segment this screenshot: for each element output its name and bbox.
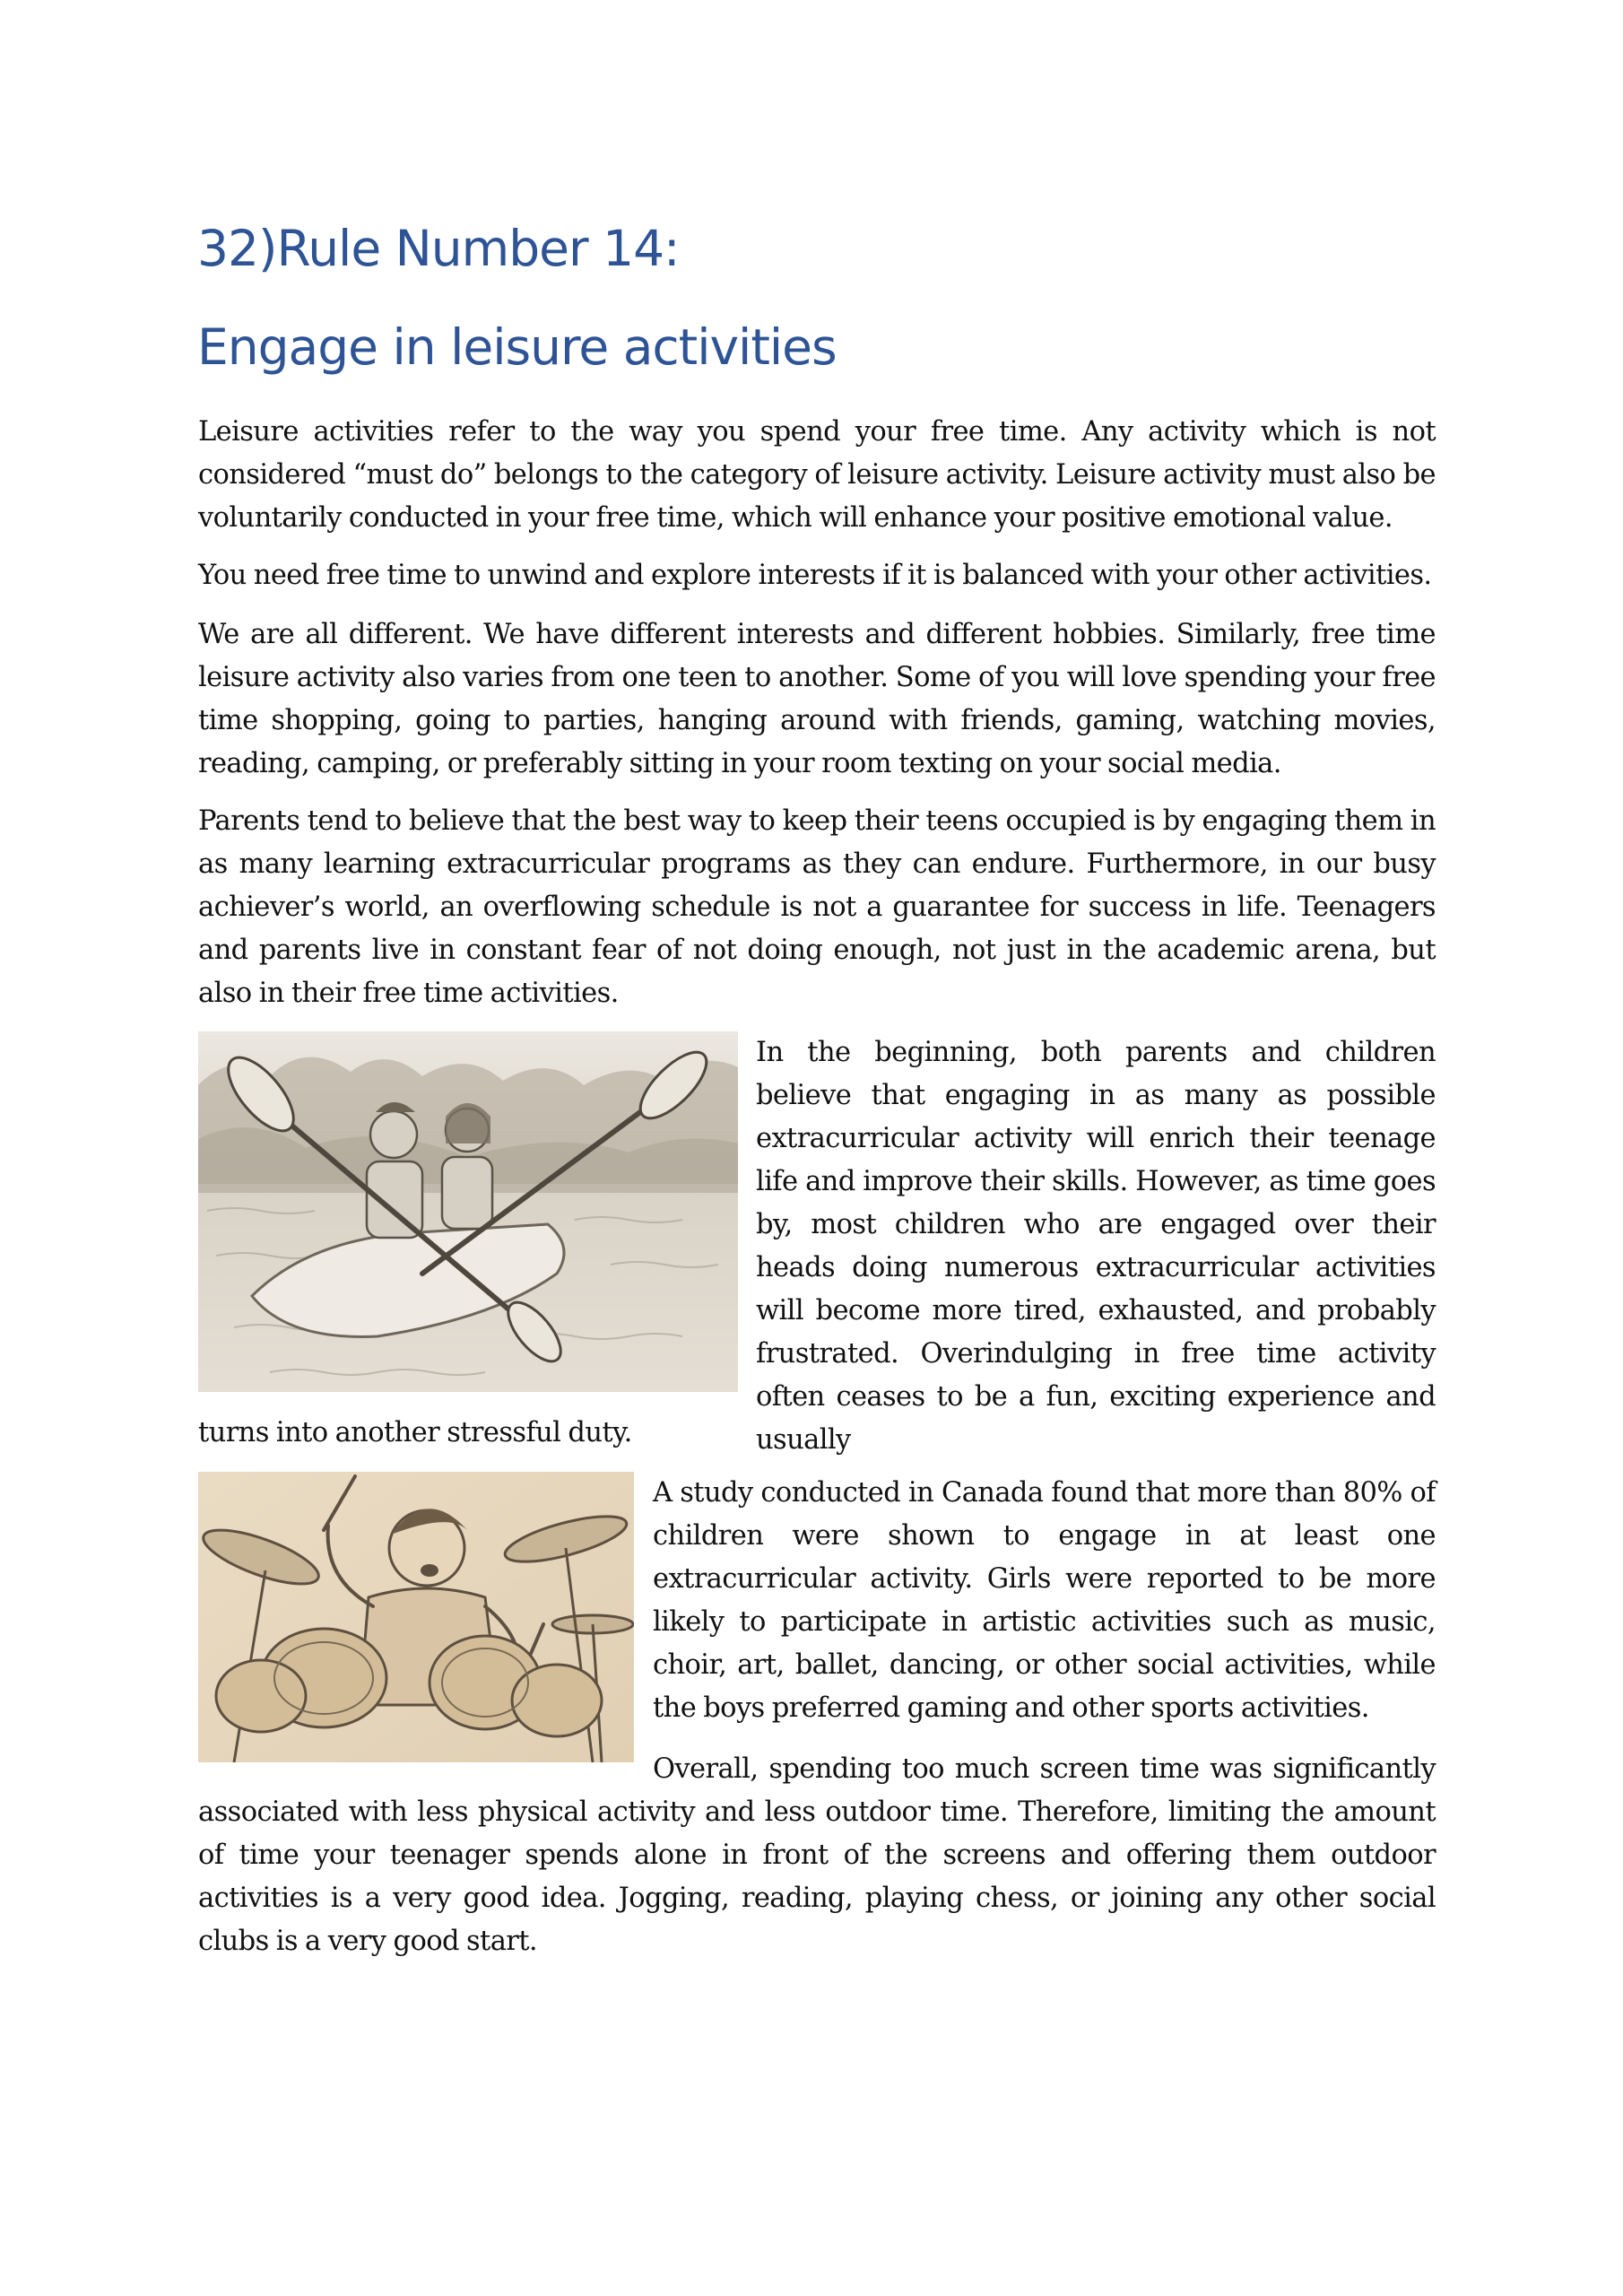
paragraph-text: turns into another stressful duty. — [198, 1417, 632, 1448]
paragraph-free-time — [198, 554, 1436, 597]
paragraph-text: Leisure activities refer to the way you spend your free time. Any activity which is not considered “must do” belongs to the category of leisure activity. Leisure activity must also be voluntarily conducted in your free time, which will enhance your positive emotional value. — [198, 416, 1436, 534]
paragraph-text: Overall, spending too much screen time was significantly associated with less physical activity and less outdoor time. Therefore, limiting the amount of time your teenager spends alone in front of the screens and offering them outdoor activities is a very good idea. Jogging, reading, playing chess, or joining any other social clubs is a very good start. — [198, 1753, 1436, 1957]
paragraph-definition — [198, 411, 1436, 540]
paragraph-beginning — [756, 1031, 1436, 1462]
paragraph-text: In the beginning, both parents and children believe that engaging in as many as possible extracurricular activity will enrich their teenage life and improve their skills. However, as time goes by, most children who are engaged over their heads doing numerous extracurricular activities will become more tired, exhausted, and probably frustrated. Overindulging in free time activity often ceases to be a fun, exciting experience and usually — [756, 1037, 1436, 1456]
title-line-1: 32)Rule Number 14: — [197, 220, 680, 277]
paragraph-text: We are all different. We have different interests and different hobbies. Similarly, free time leisure activity also varies from one teen to another. Some of you will love spending your free time shopping, going to parties, hanging around with friends, gaming, watching movies, reading, camping, or preferably sitting in your room texting on your social media. — [198, 619, 1436, 779]
title-line-2: Engage in leisure activities — [197, 318, 837, 376]
paragraph-text: A study conducted in Canada found that more than 80% of children were shown to engage in at least one extracurricular activity. Girls were reported to be more likely to participate in artistic activities such as music, choir, art, ballet, dancing, or other social activities, while the boys preferred gaming and other sports activities. — [653, 1477, 1436, 1724]
drummer-sketch-icon — [198, 1472, 634, 1762]
kayak-sketch-icon — [198, 1031, 738, 1392]
kayak-illustration — [198, 1031, 738, 1392]
paragraph-canada-study — [653, 1472, 1436, 1730]
paragraph-parents — [198, 800, 1436, 1015]
paragraph-screen-time — [198, 1748, 1436, 1963]
paragraph-beginning-tail — [198, 1412, 1436, 1455]
page-title — [197, 199, 1273, 396]
paragraph-text: Parents tend to believe that the best way to keep their teens occupied is by engaging them in as many learning extracurricular programs as they can endure. Furthermore, in our busy achiever’s world, an overflowing schedule is not a guarantee for success in life. Teenagers and parents live in constant fear of not doing enough, not just in the academic arena, but also in their free time activities. — [198, 805, 1436, 1009]
drummer-illustration — [198, 1472, 634, 1762]
paragraph-text: You need free time to unwind and explore interests if it is balanced with your other activities. — [198, 560, 1432, 591]
paragraph-differences — [198, 613, 1436, 786]
